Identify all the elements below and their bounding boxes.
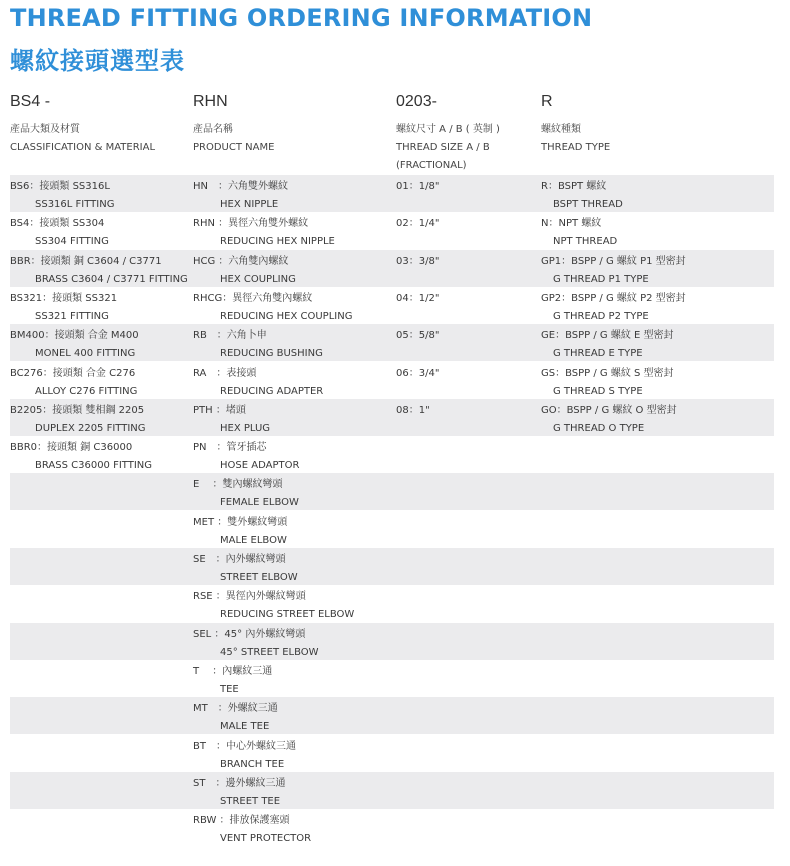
product-name: TEE	[220, 683, 239, 695]
product-code: SE ：內外螺紋彎頭	[193, 554, 286, 565]
product-name: HEX NIPPLE	[220, 199, 279, 210]
thread-size: 02：1/4"	[396, 218, 440, 230]
classification-code: BC276：接頭類 合金 C276	[10, 367, 136, 379]
table-row	[10, 212, 774, 249]
product-name: STREET ELBOW	[220, 572, 298, 583]
code-thread-size: 0203-	[396, 93, 437, 110]
product-name: BRANCH TEE	[220, 758, 285, 770]
col2-label-zh: 產品名稱	[193, 124, 233, 135]
table-row	[10, 436, 774, 473]
thread-type-name: G THREAD E TYPE	[553, 348, 643, 360]
table-row	[10, 250, 774, 287]
product-code: HCG ：六角雙內螺紋	[193, 255, 289, 267]
product-name: REDUCING BUSHING	[220, 348, 323, 360]
col3-label-zh: 螺紋尺寸 A / B ( 英制 )	[396, 124, 500, 135]
product-code: PN ：管牙插芯	[193, 442, 267, 454]
classification-code: BBR0：接頭類 銅 C36000	[10, 442, 133, 454]
classification-name: ALLOY C276 FITTING	[35, 385, 138, 397]
table-row	[10, 473, 774, 510]
table-row	[10, 511, 774, 548]
thread-type-code: GE：BSPP / G 螺紋 E 型密封	[541, 330, 674, 342]
product-code: ST ：邊外螺紋三通	[193, 777, 286, 789]
product-name: REDUCING ADAPTER	[220, 385, 324, 397]
classification-name: DUPLEX 2205 FITTING	[35, 422, 146, 434]
classification-code: BS321：接頭類 SS321	[10, 292, 118, 304]
col4-label-en: THREAD TYPE	[541, 142, 611, 153]
thread-size: 04：1/2"	[396, 292, 440, 304]
table-row	[10, 772, 774, 809]
product-name: REDUCING STREET ELBOW	[220, 609, 355, 621]
col1-label-zh: 產品大類及材質	[10, 124, 80, 135]
product-name: REDUCING HEX NIPPLE	[220, 236, 335, 248]
product-code: RB ：六角卜申	[193, 330, 267, 342]
product-name: STREET TEE	[220, 795, 281, 807]
thread-type-code: GS：BSPP / G 螺紋 S 型密封	[541, 367, 674, 379]
code-classification: BS4 -	[10, 93, 51, 110]
classification-name: SS304 FITTING	[35, 236, 109, 248]
product-code: PTH ：堵頭	[193, 404, 246, 416]
thread-type-code: GP1：BSPP / G 螺紋 P1 型密封	[541, 255, 686, 267]
product-name: MALE ELBOW	[220, 534, 287, 546]
product-name: REDUCING HEX COUPLING	[220, 310, 353, 322]
table-row	[10, 660, 774, 697]
product-code: RA ：表接頭	[193, 367, 257, 379]
col3-label-en-2: (FRACTIONAL)	[396, 160, 467, 171]
title-chinese: 螺紋接頭選型表	[10, 47, 185, 75]
classification-code: BS6：接頭類 SS316L	[10, 181, 110, 192]
thread-type-code: R：BSPT 螺紋	[541, 181, 607, 192]
classification-name: MONEL 400 FITTING	[35, 348, 136, 360]
product-name: FEMALE ELBOW	[220, 497, 299, 509]
product-name: HEX COUPLING	[220, 273, 296, 285]
classification-code: BM400：接頭類 合金 M400	[10, 330, 139, 342]
thread-size: 03：3/8"	[396, 255, 440, 267]
product-code: SEL ：45° 內外螺紋彎頭	[193, 628, 306, 640]
table-row	[10, 735, 774, 772]
product-code: E ：雙內螺紋彎頭	[193, 479, 283, 491]
classification-name: SS321 FITTING	[35, 310, 109, 322]
product-code: MET ：雙外螺紋彎頭	[193, 516, 288, 528]
col1-label-en: CLASSIFICATION & MATERIAL	[10, 142, 156, 153]
classification-code: BS4：接頭類 SS304	[10, 218, 105, 230]
thread-type-name: G THREAD P2 TYPE	[553, 310, 649, 322]
thread-type-name: G THREAD P1 TYPE	[553, 273, 649, 285]
product-code: RBW ：排放保護塞頭	[193, 815, 290, 827]
thread-type-name: G THREAD S TYPE	[553, 385, 643, 397]
product-code: HN ：六角雙外螺紋	[193, 181, 288, 192]
classification-code: B2205：接頭類 雙相鋼 2205	[10, 404, 145, 416]
table-row	[10, 623, 774, 660]
product-name: HEX PLUG	[220, 422, 271, 434]
table-row	[10, 585, 774, 622]
thread-size: 08：1"	[396, 404, 430, 416]
table-row	[10, 362, 774, 399]
thread-size: 06：3/4"	[396, 367, 440, 379]
product-name: MALE TEE	[220, 721, 270, 733]
thread-type-name: G THREAD O TYPE	[553, 422, 645, 434]
product-name: VENT PROTECTOR	[220, 833, 312, 845]
table-row	[10, 399, 774, 436]
classification-name: SS316L FITTING	[35, 199, 115, 210]
code-thread-type: R	[541, 93, 553, 110]
table-row	[10, 809, 774, 846]
code-product: RHN	[193, 93, 228, 110]
thread-type-code: GO：BSPP / G 螺紋 O 型密封	[541, 404, 677, 416]
classification-name: BRASS C36000 FITTING	[35, 460, 153, 472]
product-code: RHCG：異徑六角雙內螺紋	[193, 292, 313, 304]
classification-code: BBR：接頭類 銅 C3604 / C3771	[10, 255, 162, 267]
product-name: 45° STREET ELBOW	[220, 646, 319, 658]
thread-type-name: NPT THREAD	[553, 236, 618, 248]
thread-type-name: BSPT THREAD	[553, 199, 623, 210]
title-english: THREAD FITTING ORDERING INFORMATION	[10, 4, 593, 32]
col3-label-en: THREAD SIZE A / B	[396, 142, 490, 153]
thread-size: 01：1/8"	[396, 181, 440, 192]
thread-type-code: GP2：BSPP / G 螺紋 P2 型密封	[541, 292, 686, 304]
col4-label-zh: 螺紋種類	[541, 124, 581, 135]
product-code: BT ：中心外螺紋三通	[193, 740, 296, 752]
col2-label-en: PRODUCT NAME	[193, 142, 275, 153]
thread-size: 05：5/8"	[396, 330, 440, 342]
product-code: T ：內螺紋三通	[193, 665, 273, 677]
product-code: MT ：外螺紋三通	[193, 703, 278, 715]
product-code: RHN ：異徑六角雙外螺紋	[193, 218, 309, 230]
table-row	[10, 175, 774, 212]
table-row	[10, 287, 774, 324]
table-row	[10, 697, 774, 734]
product-code: RSE ：異徑內外螺紋彎頭	[193, 591, 306, 603]
table-row	[10, 548, 774, 585]
classification-name: BRASS C3604 / C3771 FITTING	[35, 273, 188, 285]
thread-type-code: N：NPT 螺紋	[541, 218, 602, 230]
table-row	[10, 324, 774, 361]
product-name: HOSE ADAPTOR	[220, 460, 300, 472]
